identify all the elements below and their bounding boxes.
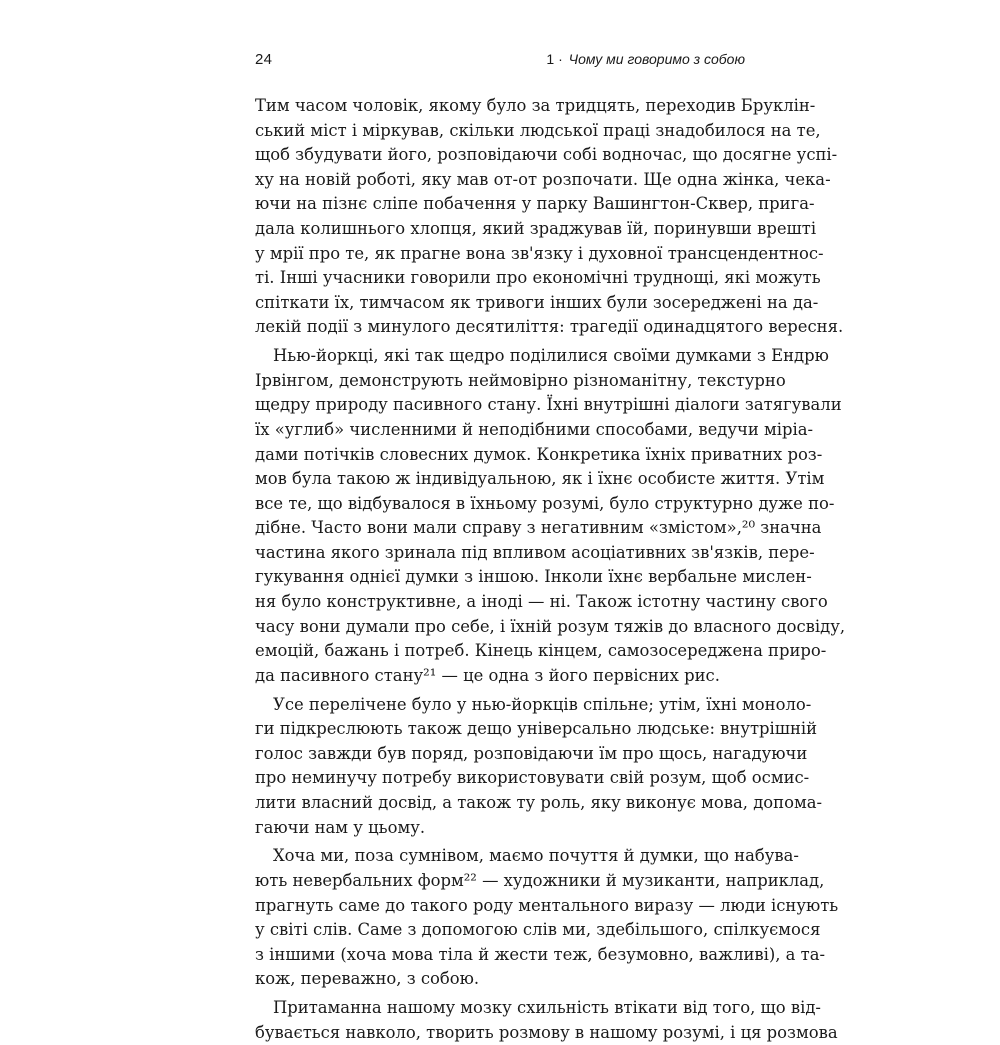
text-line: прагнуть саме до такого роду ментального виразу — люди існують [255,895,839,915]
text-line: все те, що відбувалося в їхньому розумі, було структурно дуже по- [255,493,835,513]
chapter-heading [546,51,745,67]
paragraph [255,844,839,992]
text-line: Притаманна нашому мозку схильність втікати від того, що від- [273,998,821,1018]
text-line: мов була такою ж індивідуальною, як і їхнє особисте життя. Утім [255,469,825,489]
text-line: ги підкреслюють також дещо універсально людське: внутрішній [255,719,818,739]
text-line: кож, переважно, з собою. [255,969,480,989]
text-line: ті. Інші учасники говорили про економічні труднощі, які можуть [255,268,821,288]
running-head [255,51,745,75]
paragraph [255,94,844,340]
text-line: частина якого зринала під впливом асоціативних зв'язків, пере- [255,542,815,562]
text-line: дібне. Часто вони мали справу з негативним «змістом»,²⁰ значна [255,518,822,538]
text-line: щедру природу пасивного стану. Їхні внутрішні діалоги затягували [255,395,842,415]
text-line: ський міст і міркував, скільки людської праці знадобилося на те, [255,120,821,140]
text-line: голос завжди був поряд, розповідаючи їм про щось, нагадуючи [255,743,808,763]
text-line: про неминучу потребу використовувати свій розум, щоб осмис- [255,768,810,788]
paragraph [255,344,846,688]
chapter-number: 1 · [546,51,563,67]
paragraph [255,693,823,841]
text-line: Нью-йоркці, які так щедро поділилися своїми думками з Ендрю [273,346,829,366]
text-line: ють невербальних форм²² — художники й музиканти, наприклад, [255,870,825,890]
text-line: у мрії про те, як прагне вона зв'язку і духовної трансцендентнос- [255,243,824,263]
text-line: спіткати їх, тимчасом як тривоги інших були зосереджені на да- [255,292,819,312]
text-line: Хоча ми, поза сумнівом, маємо почуття й думки, що набува- [273,846,799,866]
text-line: дами потічків словесних думок. Конкретика їхніх приватних роз- [255,444,823,464]
text-line: ючи на пізнє сліпе побачення у парку Вашингтон-Сквер, пригa- [255,194,815,214]
text-line: ху на новій роботі, яку мав от-от розпочати. Ще одна жінка, чека- [255,169,831,189]
text-line: бувається навколо, творить розмову в нашому розумі, і ця розмова [255,1022,838,1042]
text-line: з іншими (хоча мова тіла й жести теж, безумовно, важливі), а та- [255,944,826,964]
paragraph [255,996,838,1045]
text-line: Тим часом чоловік, якому було за тридцять, переходив Бруклін- [255,96,816,115]
text-line: Усе перелічене було у нью-йоркців спільне; утім, їхні моноло- [273,694,812,714]
text-line: Ірвінгом, демонструють неймовірно різноманітну, текстурно [255,370,786,390]
chapter-title: Чому ми говоримо з собою [568,51,745,67]
text-line: да пасивного стану²¹ — це одна з його первісних рис. [255,665,720,685]
text-line: дала колишнього хлопця, який зраджував їй, поринувши врешті [255,218,817,238]
text-line: гаючи нам у цьому. [255,817,426,837]
text-line: гукування однієї думки з іншою. Інколи їхнє вербальне мислен- [255,567,812,587]
text-line: лити власний досвід, а також ту роль, яку виконує мова, допома- [255,793,823,812]
body-text [255,94,846,1045]
text-line: щоб збудувати його, розповідаючи собі водночас, що досягне успі- [255,145,838,165]
text-line: їх «углиб» численними й неподібними способами, ведучи міріа- [255,419,814,439]
page-number: 24 [255,51,273,68]
text-line: лекій події з минулого десятиліття: трагедії одинадцятого вересня. [255,317,844,337]
text-line: часу вони думали про себе, і їхній розум тяжів до власного досвіду, [255,616,846,636]
text-line: емоцій, бажань і потреб. Кінець кінцем, самозосереджена приро- [255,641,827,661]
text-line: ня було конструктивне, а іноді — ні. Також істотну частину свого [255,592,828,612]
text-line: у світі слів. Саме з допомогою слів ми, здебільшого, спілкуємося [255,920,821,940]
